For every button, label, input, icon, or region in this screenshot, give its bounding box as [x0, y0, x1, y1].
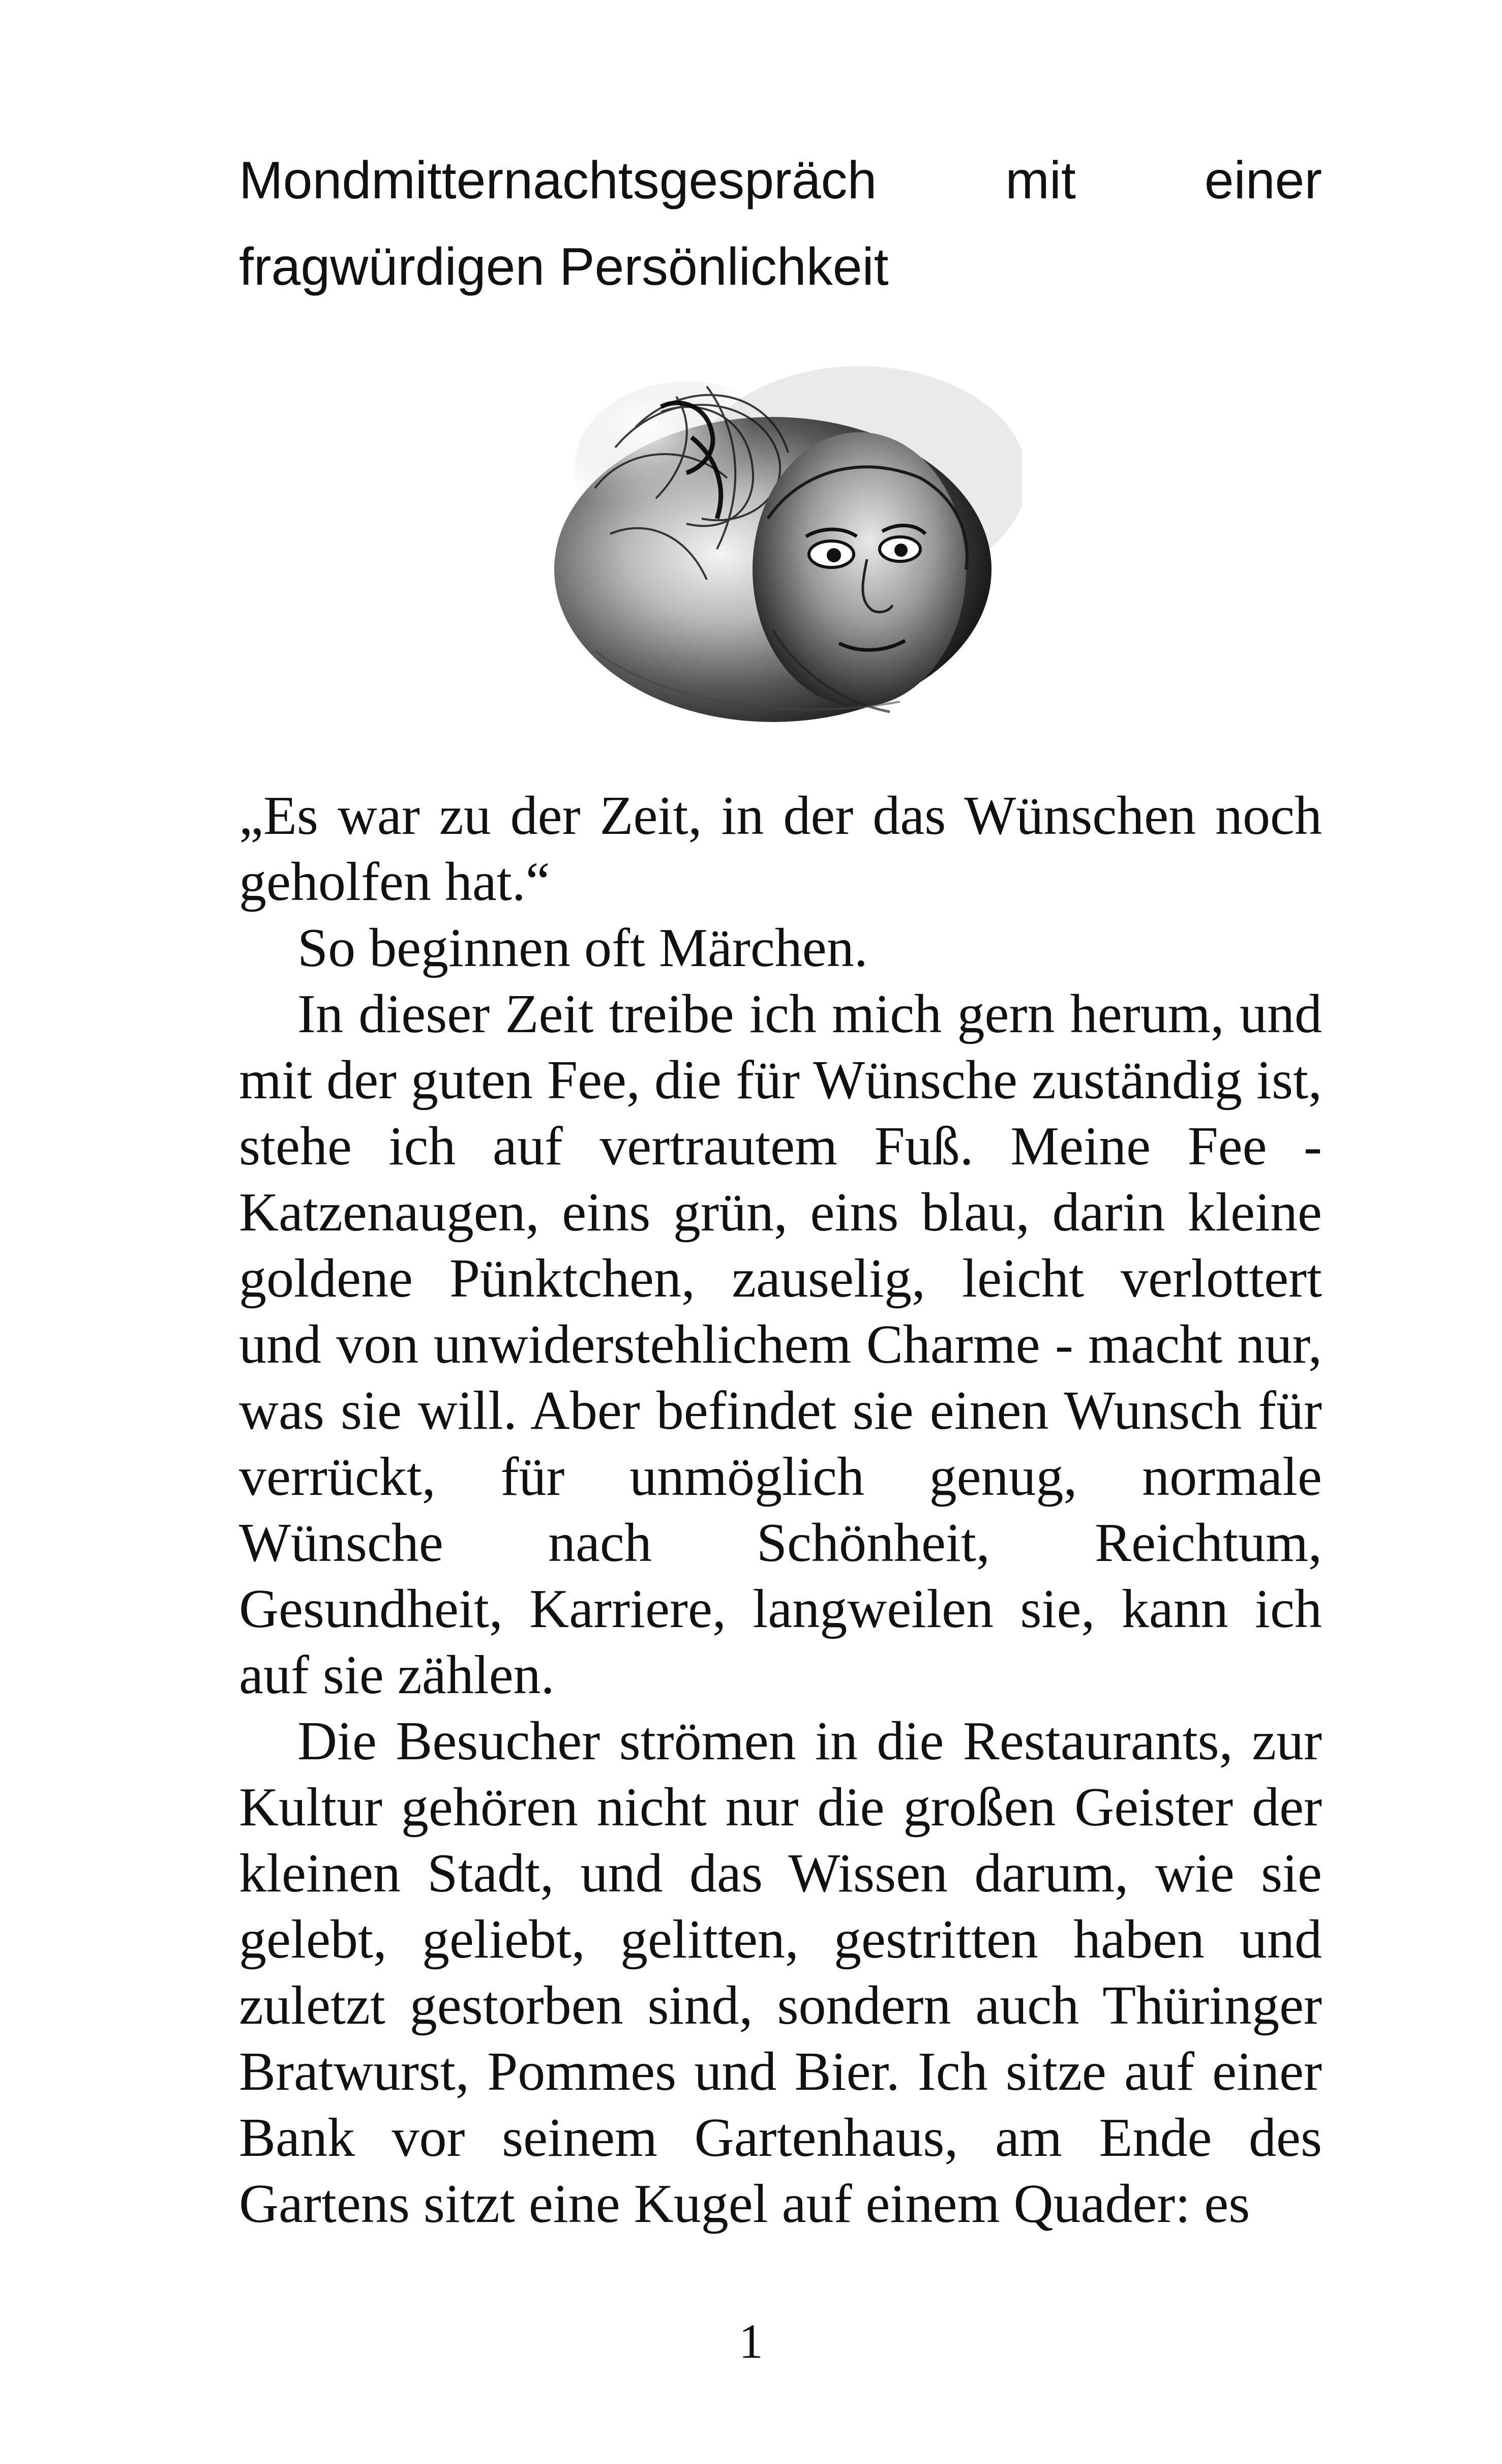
paragraph-3: In dieser Zeit treibe ich mich gern herum, und mit der guten Fee, die für Wünsche zuständig ist, stehe ich auf vertrautem Fuß. Meine Fee - Katzenaugen, eins grün, eins blau, darin kleine goldene Pünktchen, zauselig, leicht verlottert und von unwiderstehlichem Charme - macht nur, was sie will. Aber befindet sie einen Wunsch für verrückt, für unmöglich genug, normale Wünsche nach Schönheit, Reichtum, Gesundheit, Karriere, langweilen sie, kann ich auf sie zählen. — [239, 984, 1322, 1705]
body-text — [239, 783, 1322, 2237]
paragraph-2: So beginnen oft Märchen. — [297, 918, 868, 978]
moon-face-illustration — [534, 366, 1022, 722]
chapter-title-line-1: Mondmitternachtsgespräch mit einer — [239, 151, 1322, 210]
paragraph-4: Die Besucher strömen in die Restaurants, zur Kultur gehören nicht nur die großen Geister der kleinen Stadt, und das Wissen darum, wie sie gelebt, geliebt, gelitten, gestritten haben und zuletzt gestorben sind, sondern auch Thüringer Bratwurst, Pommes und Bier. Ich sitze auf einer Bank vor seinem Gartenhaus, am Ende des Gartens sitzt eine Kugel auf einem Quader: es — [239, 1711, 1322, 2234]
paragraph-1: „Es war zu der Zeit, in der das Wünschen noch geholfen hat.“ — [239, 786, 1322, 912]
chapter-title-line-2: fragwürdigen Persönlichkeit — [239, 237, 889, 296]
page-number: 1 — [739, 2314, 763, 2368]
chapter-title — [239, 137, 1322, 310]
